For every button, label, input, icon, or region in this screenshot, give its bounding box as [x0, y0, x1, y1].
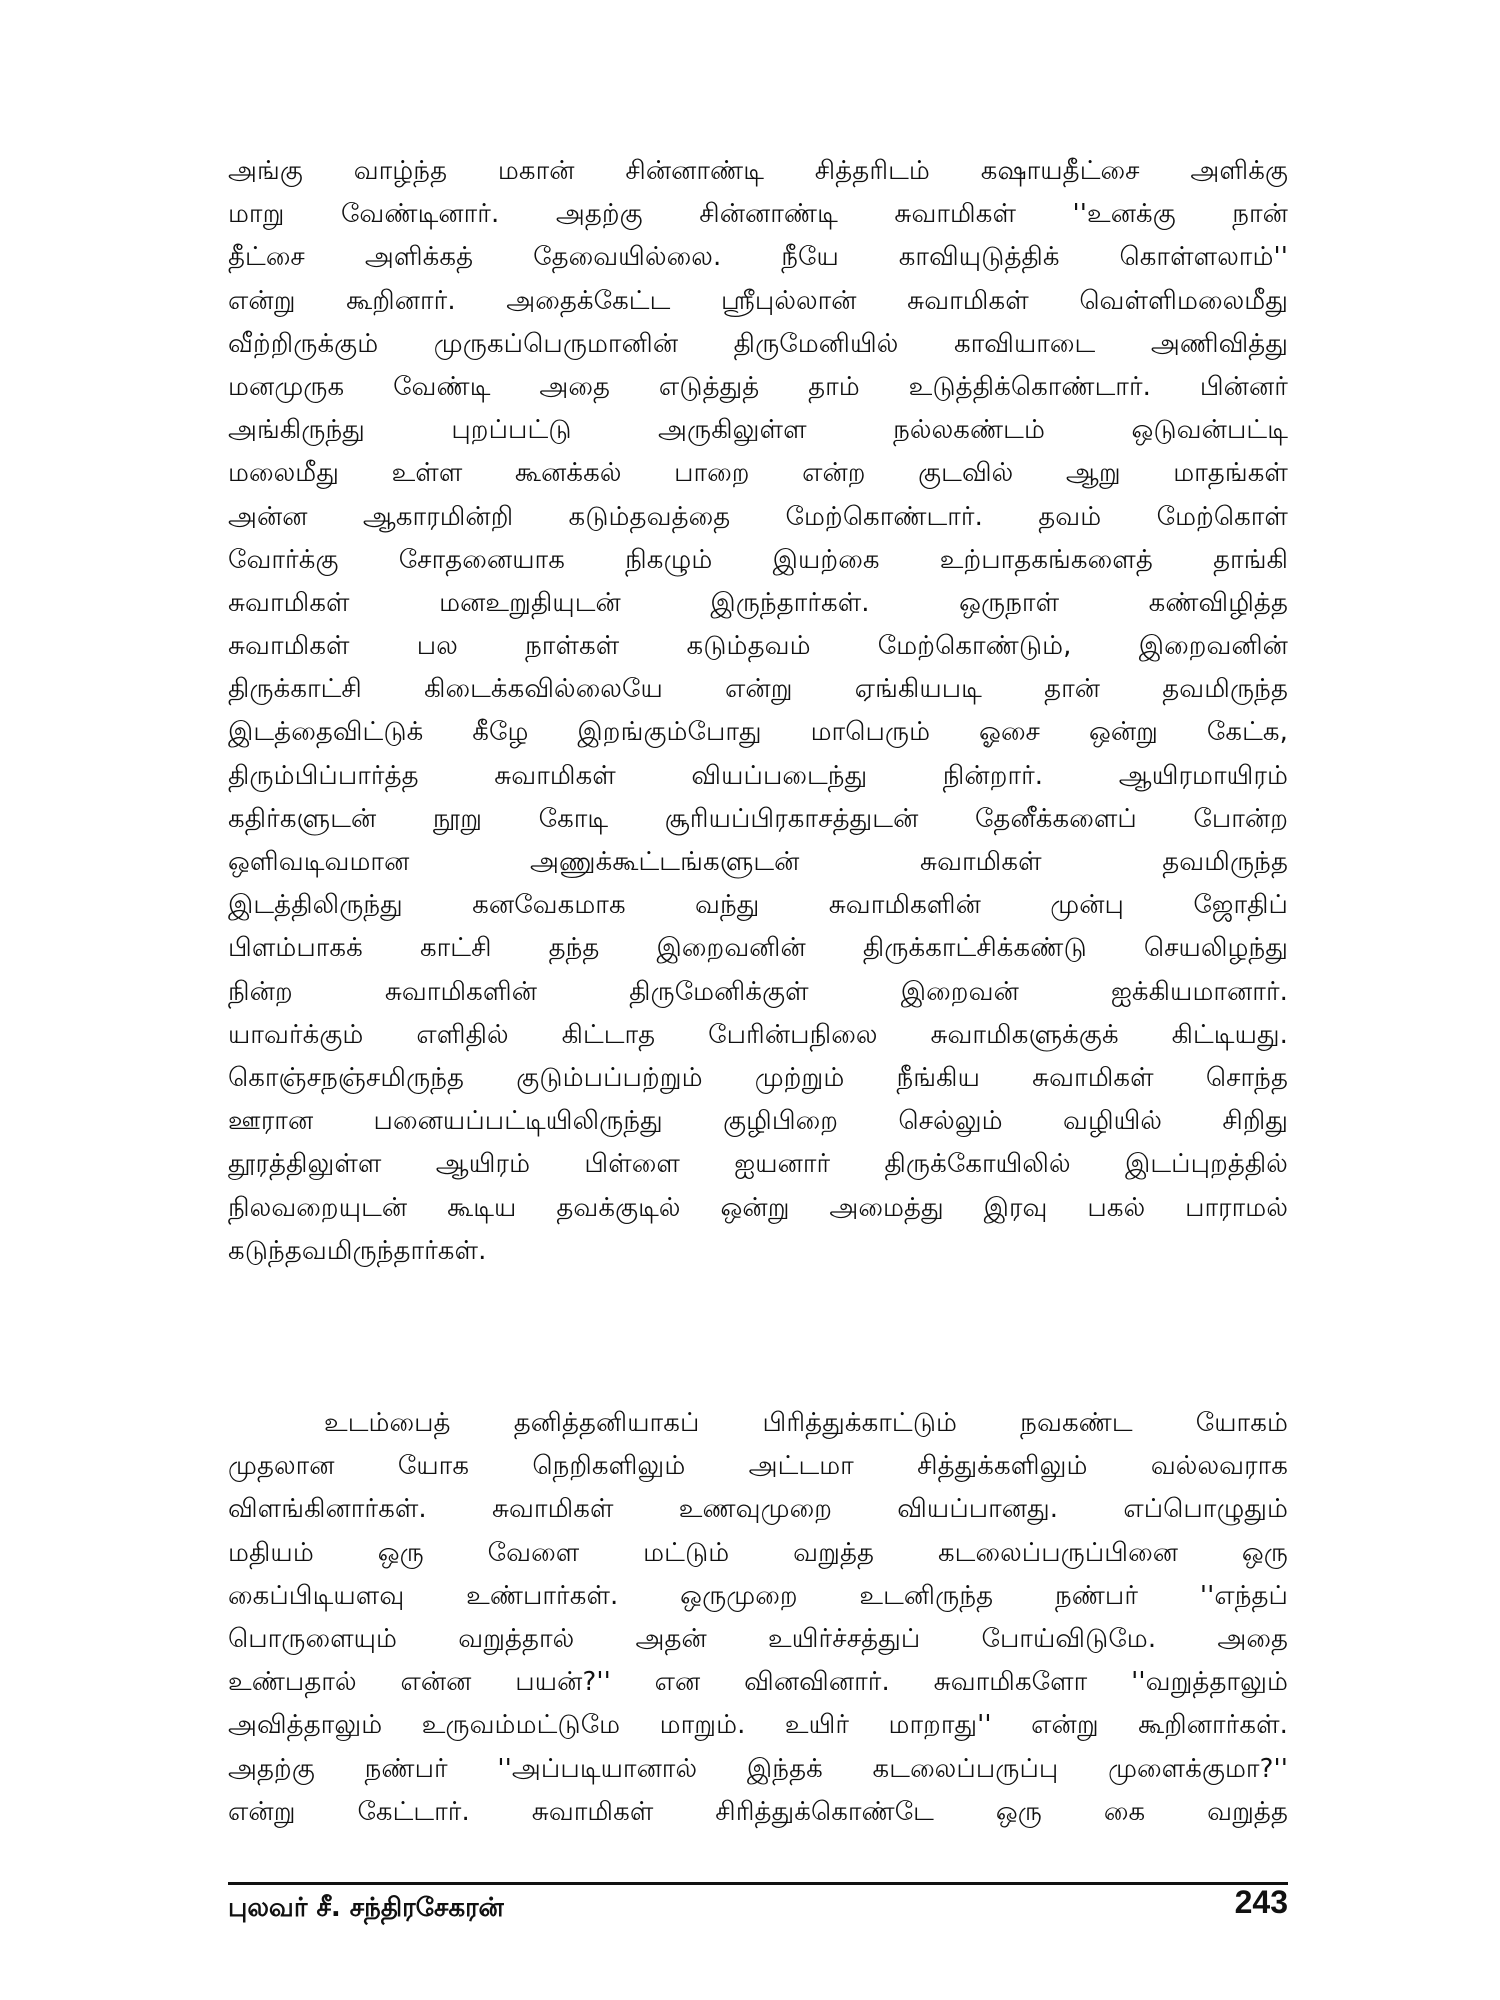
text-line: தூரத்திலுள்ள ஆயிரம் பிள்ளை ஐயனார் திருக்கோயிலில் இடப்புறத்தில்: [228, 1149, 1288, 1180]
text-line: கதிர்களுடன் நூறு கோடி சூரியப்பிரகாசத்துடன் தேனீக்களைப் போன்ற: [228, 803, 1288, 834]
text-line: மதியம் ஒரு வேளை மட்டும் வறுத்த கடலைப்பருப்பினை ஒரு: [228, 1537, 1288, 1568]
text-line: அன்ன ஆகாரமின்றி கடும்தவத்தை மேற்கொண்டார். தவம் மேற்கொள்: [228, 501, 1288, 532]
text-line: இடத்திலிருந்து கனவேகமாக வந்து சுவாமிகளின் முன்பு ஜோதிப்: [228, 890, 1288, 921]
text-line: தீட்சை அளிக்கத் தேவையில்லை. நீயே காவியுடுத்திக் கொள்ளலாம்'': [228, 242, 1288, 273]
text-line: சுவாமிகள் மனஉறுதியுடன் இருந்தார்கள். ஒருநாள் கண்விழித்த: [228, 587, 1288, 618]
text-line: இடத்தைவிட்டுக் கீழே இறங்கும்போது மாபெரும் ஓசை ஒன்று கேட்க,: [228, 717, 1288, 748]
text-line: விளங்கினார்கள். சுவாமிகள் உணவுமுறை வியப்பானது. எப்பொழுதும்: [228, 1494, 1288, 1525]
text-line: உடம்பைத் தனித்தனியாகப் பிரித்துக்காட்டும் நவகண்ட யோகம்: [324, 1408, 1288, 1438]
text-line: மலைமீது உள்ள கூனக்கல் பாறை என்ற குடவில் ஆறு மாதங்கள்: [228, 458, 1288, 489]
text-line: நின்ற சுவாமிகளின் திருமேனிக்குள் இறைவன் ஐக்கியமானார்.: [228, 976, 1288, 1007]
text-line: வோர்க்கு சோதனையாக நிகழும் இயற்கை உற்பாதகங்களைத் தாங்கி: [228, 544, 1288, 575]
page-number: 243: [1234, 1884, 1288, 1920]
text-line: அவித்தாலும் உருவம்மட்டுமே மாறும். உயிர் மாறாது'' என்று கூறினார்கள்.: [228, 1710, 1288, 1741]
text-line: யாவர்க்கும் எளிதில் கிட்டாத பேரின்பநிலை சுவாமிகளுக்குக் கிட்டியது.: [228, 1019, 1288, 1050]
text-line: ஒளிவடிவமான அணுக்கூட்டங்களுடன் சுவாமிகள் தவமிருந்த: [228, 847, 1288, 877]
text-line: பிளம்பாகக் காட்சி தந்த இறைவனின் திருக்காட்சிக்கண்டு செயலிழந்து: [228, 933, 1288, 964]
text-line: திரும்பிப்பார்த்த சுவாமிகள் வியப்படைந்து நின்றார். ஆயிரமாயிரம்: [228, 760, 1288, 791]
text-line: மனமுருக வேண்டி அதை எடுத்துத் தாம் உடுத்திக்கொண்டார். பின்னர்: [228, 371, 1288, 402]
text-line: வீற்றிருக்கும் முருகப்பெருமானின் திருமேனியில் காவியாடை அணிவித்து: [228, 328, 1288, 359]
footer-divider: [228, 1882, 1288, 1885]
text-line: அதற்கு நண்பர் ''அப்படியானால் இந்தக் கடலைப்பருப்பு முளைக்குமா?'': [228, 1753, 1288, 1784]
text-line: கைப்பிடியளவு உண்பார்கள். ஒருமுறை உடனிருந்த நண்பர் ''எந்தப்: [228, 1580, 1288, 1611]
text-line: அங்கு வாழ்ந்த மகான் சின்னாண்டி சித்தரிடம் கஷாயதீட்சை அளிக்கு: [228, 156, 1288, 186]
paragraph-2: [228, 1402, 1288, 1834]
text-line: முதலான யோக நெறிகளிலும் அட்டமா சித்துக்களிலும் வல்லவராக: [228, 1451, 1288, 1482]
text-line: நிலவறையுடன் கூடிய தவக்குடில் ஒன்று அமைத்து இரவு பகல் பாராமல்: [228, 1192, 1288, 1223]
text-line: கொஞ்சநஞ்சமிருந்த குடும்பப்பற்றும் முற்றும் நீங்கிய சுவாமிகள் சொந்த: [228, 1062, 1288, 1093]
paragraph-1: [228, 150, 1288, 1273]
text-line: என்று கேட்டார். சுவாமிகள் சிரித்துக்கொண்டே ஒரு கை வறுத்த: [228, 1796, 1288, 1827]
text-line: கடுந்தவமிருந்தார்கள்.: [228, 1235, 487, 1266]
text-line: ஊரான பனையப்பட்டியிலிருந்து குழிபிறை செல்லும் வழியில் சிறிது: [228, 1106, 1288, 1137]
text-line: பொருளையும் வறுத்தால் அதன் உயிர்ச்சத்துப் போய்விடுமே. அதை: [228, 1623, 1288, 1654]
text-line: மாறு வேண்டினார். அதற்கு சின்னாண்டி சுவாமிகள் ''உனக்கு நான்: [228, 199, 1288, 230]
text-line: என்று கூறினார். அதைக்கேட்ட ஸ்ரீபுல்லான் சுவாமிகள் வெள்ளிமலைமீது: [228, 285, 1288, 316]
text-line: அங்கிருந்து புறப்பட்டு அருகிலுள்ள நல்லகண்டம் ஒடுவன்பட்டி: [228, 415, 1288, 446]
footer-author: புலவர் சீ. சந்திரசேகரன்: [228, 1893, 504, 1923]
text-line: திருக்காட்சி கிடைக்கவில்லையே என்று ஏங்கியபடி தான் தவமிருந்த: [228, 674, 1288, 705]
text-line: சுவாமிகள் பல நாள்கள் கடும்தவம் மேற்கொண்டும், இறைவனின்: [228, 631, 1288, 662]
text-line: உண்பதால் என்ன பயன்?'' என வினவினார். சுவாமிகளோ ''வறுத்தாலும்: [228, 1667, 1288, 1698]
